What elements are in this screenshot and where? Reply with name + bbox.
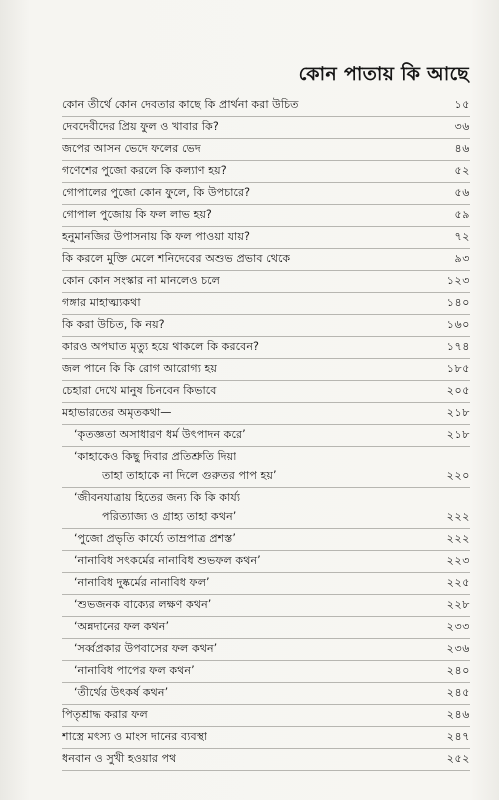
toc-entry-text: ‘সর্ব্বপ্রকার উপবাসের ফল কথন’ [74,642,218,655]
toc-entry-text: তাহা তাহাকে না দিলে গুরুতর পাপ হয়’ [102,469,277,482]
toc-entry-text: পরিত্যাজ্য ও গ্রাহ্য তাহা কথন’ [102,510,237,523]
toc-page-number: ২২৮ [446,598,470,611]
toc-row [62,139,470,161]
toc-row [62,293,470,315]
toc-entry-text: চেহারা দেখে মানুষ চিনবেন কিভাবে [62,384,217,397]
toc-entry-text: ‘নানাবিধ সৎকর্মের নানাবিধ শুভফল কথন’ [74,554,261,567]
toc-entry-text: কারও অপঘাত মৃত্যু হয়ে থাকলে কি করবেন? [62,340,259,353]
toc-row [62,227,470,249]
toc-page-number: ১৬০ [446,318,470,331]
toc-row [62,315,470,337]
toc-entry-text: গঙ্গার মাহাত্ম্যকথা [62,296,141,309]
toc-page-number: ২৪৬ [446,708,470,721]
toc-page-number: ২৪০ [446,664,470,677]
toc-entry-text: জল পানে কি কি রোগ আরোগ্য হয় [62,362,218,375]
toc-page-number: ১৭৪ [446,340,470,353]
toc-page-number: ৫৯ [454,208,470,221]
toc-entry-text: গোপালের পুজো কোন ফুলে, কি উপচারে? [62,186,251,199]
toc-row [62,337,470,359]
toc-entry-text: হনুমানজির উপাসনায় কি ফল পাওয়া যায়? [62,230,250,243]
toc-row [62,381,470,403]
toc-entry-text: মহাভারতের অমৃতকথা— [62,406,172,419]
toc-row [62,403,470,425]
toc-page-number: ৫৬ [454,186,470,199]
toc-page-number: ৯৩ [454,252,470,265]
toc-entry-text: শাস্ত্রে মৎস্য ও মাংস দানের ব্যবস্থা [62,730,208,743]
toc-row [62,183,470,205]
toc-page-number: ৩৬ [454,120,470,133]
toc-page-number: ৭২ [454,230,470,243]
toc-page-number: ২০৫ [446,384,470,397]
toc-page-number: ২৫২ [446,752,470,765]
toc-row [62,749,470,771]
toc-entry-text: ধনবান ও সুখী হওয়ার পথ [62,752,177,765]
toc-page-number: ৫২ [454,164,470,177]
toc-page-number: ১৫ [454,98,470,111]
toc-page-number: ২২০ [446,469,470,482]
toc-page-number: ২৩৬ [446,642,470,655]
toc-row [62,271,470,293]
toc-page-number: ২২২ [446,532,470,545]
toc-page-number: ১২৩ [446,274,470,287]
toc-entry-text: কি করা উচিত, কি নয়? [62,318,165,331]
toc-row [62,529,470,551]
table-of-contents [62,95,470,771]
toc-row [62,425,470,447]
toc-entry-text: গণেশের পুজো করলে কি কল্যাণ হয়? [62,164,227,177]
toc-row [62,161,470,183]
toc-row [62,551,470,573]
toc-entry-text: কোন তীর্থে কোন দেবতার কাছে কি প্রার্থনা করা উচিত [62,98,299,111]
toc-entry-text: ‘জীবনযাত্রায় হিতের জন্য কি কি কার্য্য [74,491,241,504]
toc-row [62,595,470,617]
toc-entry-text: ‘শুভজনক বাক্যের লক্ষণ কথন’ [74,598,212,611]
toc-entry-text: দেবদেবীদের প্রিয় ফুল ও খাবার কি? [62,120,219,133]
toc-row [62,617,470,639]
toc-page-number: ২১৮ [446,406,470,419]
toc-row [62,639,470,661]
toc-row [62,447,470,466]
toc-entry-text: গোপাল পুজোয় কি ফল লাভ হয়? [62,208,212,221]
toc-entry-text: ‘নানাবিধ দুষ্কর্মের নানাবিধ ফল’ [74,576,210,589]
toc-page-number: ২২৩ [446,554,470,567]
toc-row [62,488,470,507]
toc-entry-text: ‘কৃতজ্ঞতা অসাধারণ ধর্ম উৎপাদন করে’ [74,428,246,441]
toc-entry-text: কি করলে মুক্তি মেলে শনিদেবের অশুভ প্রভাব থেকে [62,252,291,265]
page-title: কোন পাতায় কি আছে [298,63,469,85]
toc-page-number: ২২২ [446,510,470,523]
toc-page-number: ৪৬ [454,142,470,155]
toc-page-number: ২৩৩ [446,620,470,633]
toc-page-number: ২২৫ [446,576,470,589]
toc-row [62,95,470,117]
toc-row [62,249,470,271]
toc-row [62,683,470,705]
toc-row [62,727,470,749]
toc-entry-text: কোন কোন সংস্কার না মানলেও চলে [62,274,221,287]
toc-row [62,573,470,595]
toc-row [62,466,470,488]
toc-entry-text: পিতৃশ্রাদ্ধ করার ফল [62,708,148,721]
toc-entry-text: ‘নানাবিধ পাপের ফল কথন’ [74,664,195,677]
toc-page-number: ১৮৫ [446,362,470,375]
toc-page-number: ২৪৫ [446,686,470,699]
toc-page-number: ১৪০ [446,296,470,309]
toc-page-number: ২১৮ [446,428,470,441]
toc-row [62,205,470,227]
toc-row [62,661,470,683]
toc-entry-text: ‘পুজো প্রভৃতি কার্য্যে তাম্রপাত্র প্রশস্ত’ [74,532,236,545]
toc-row [62,705,470,727]
toc-entry-text: জপের আসন ভেদে ফলের ভেদ [62,142,201,155]
toc-page-number: ২৪৭ [446,730,470,743]
toc-entry-text: ‘কাহাকেও কিছু দিবার প্রতিশ্রুতি দিয়া [74,450,237,463]
toc-row [62,507,470,529]
toc-entry-text: ‘তীর্থের উৎকর্ষ কথন’ [74,686,169,699]
toc-row [62,359,470,381]
toc-row [62,117,470,139]
toc-entry-text: ‘অন্নদানের ফল কথন’ [74,620,170,633]
